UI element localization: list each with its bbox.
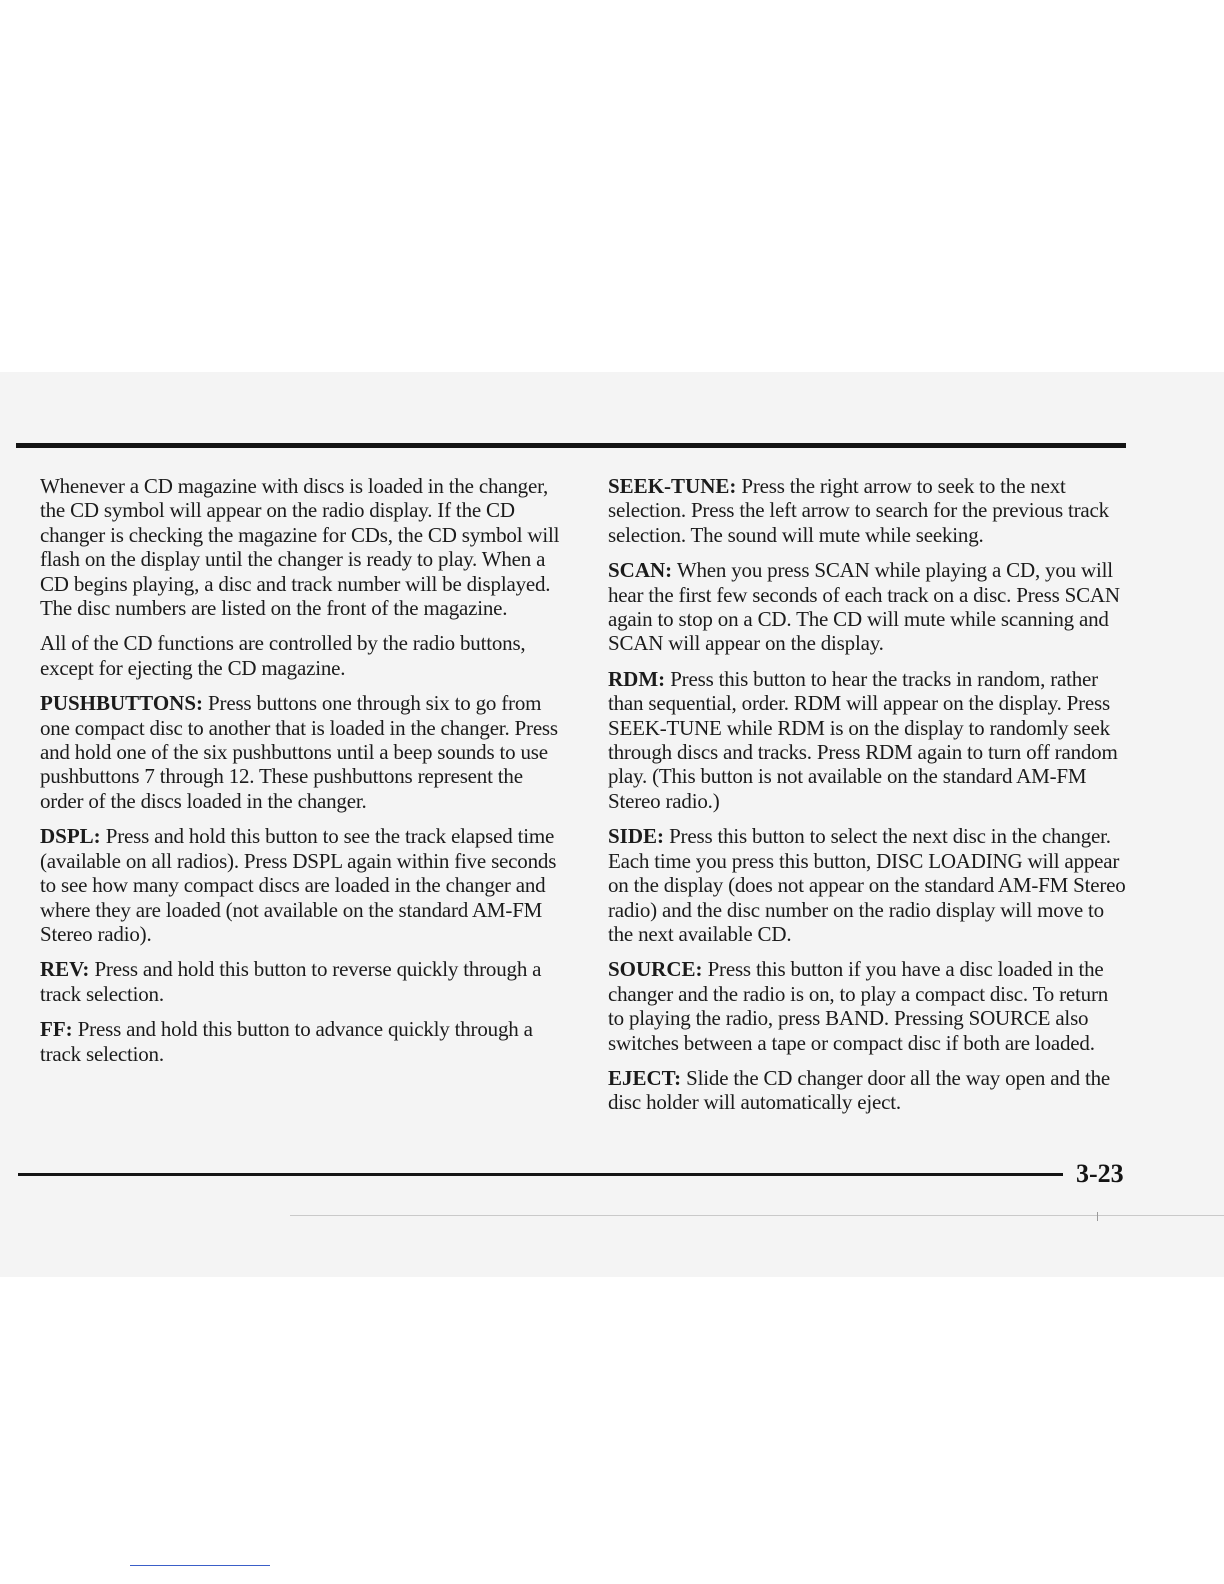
paragraph-cd-functions xyxy=(40,631,568,680)
term-pushbuttons: PUSHBUTTONS: xyxy=(40,691,203,716)
term-eject: EJECT: xyxy=(608,1065,682,1090)
scan-faint-tick xyxy=(1097,1212,1098,1221)
term-seek-tune: SEEK-TUNE: xyxy=(608,474,737,498)
paragraph-text: Press and hold this button to see the track elapsed time (available on all radios). Press DSPL again within five seconds to see how many compact discs are loaded in the changer and where they are loaded (not available on the standard AM-FM Stereo radio). xyxy=(40,824,557,946)
paragraph-rev xyxy=(40,957,568,1006)
paragraph-text: When you press SCAN while playing a CD, you will hear the first few seconds of each track on a disc. Press SCAN again to stop on a CD. The CD will mute while scanning and SCAN will appear on the display. xyxy=(608,558,1120,656)
paragraph-text: Press and hold this button to reverse quickly through a track selection. xyxy=(40,957,542,1006)
bottom-rule xyxy=(18,1173,1063,1176)
page-number: 3-23 xyxy=(1076,1159,1124,1188)
term-rdm: RDM: xyxy=(608,666,666,691)
paragraph-side xyxy=(608,824,1128,946)
term-dspl: DSPL: xyxy=(40,824,101,849)
term-source: SOURCE: xyxy=(608,957,703,982)
paragraph-rdm xyxy=(608,667,1128,813)
right-column xyxy=(608,474,1128,1126)
paragraph-text: Press this button if you have a disc loaded in the changer and the radio is on, to play a compact disc. To return to playing the radio, press BAND. Pressing SOURCE also switches between a tape or compact disc if both are loaded. xyxy=(608,957,1109,1055)
term-ff: FF: xyxy=(40,1017,73,1042)
paragraph-source xyxy=(608,957,1128,1055)
scan-faint-line xyxy=(290,1215,1224,1216)
paragraph-eject xyxy=(608,1066,1128,1115)
paragraph-text: All of the CD functions are controlled by the radio buttons, except for ejecting the CD magazine. xyxy=(40,631,526,680)
paragraph-scan xyxy=(608,558,1128,656)
paragraph-dspl xyxy=(40,824,568,946)
paragraph-text: Press and hold this button to advance quickly through a track selection. xyxy=(40,1017,533,1066)
paragraph-text: Slide the CD changer door all the way open and the disc holder will automatically eject. xyxy=(608,1065,1111,1115)
term-scan: SCAN: xyxy=(608,558,673,583)
paragraph-cd-magazine-intro xyxy=(40,474,568,620)
paragraph-text: Press buttons one through six to go from one compact disc to another that is loaded in the changer. Press and hold one of the six pushbuttons until a beep sounds to use pushbuttons 7 through 12. These pushbuttons represent the order of the discs loaded in the changer. xyxy=(40,691,558,813)
paragraph-text: Press this button to select the next disc in the changer. Each time you press this button, DISC LOADING will appear on the display (does not appear on the standard AM-FM Stereo radio) and the disc number on the radio display will move to the next available CD. xyxy=(608,824,1126,946)
paragraph-pushbuttons xyxy=(40,691,568,813)
footer-link-underline xyxy=(130,1565,270,1566)
paragraph-ff xyxy=(40,1017,568,1066)
paragraph-text: Whenever a CD magazine with discs is loaded in the changer, the CD symbol will appear on the radio display. If the CD changer is checking the magazine for CDs, the CD symbol will flash on the display until the changer is ready to play. When a CD begins playing, a disc and track number will be displayed. The disc numbers are listed on the front of the magazine. xyxy=(40,474,560,621)
term-rev: REV: xyxy=(40,957,90,982)
paragraph-text: Press the right arrow to seek to the next selection. Press the left arrow to search for the previous track selection. The sound will mute while seeking. xyxy=(608,474,1109,547)
paragraph-text: Press this button to hear the tracks in random, rather than sequential, order. RDM will appear on the display. Press SEEK-TUNE while RDM is on the display to randomly seek through discs and tracks. Press RDM again to turn off random play. (This button is not available on the standard AM-FM Stereo radio.) xyxy=(608,666,1118,813)
left-column xyxy=(40,474,568,1077)
term-side: SIDE: xyxy=(608,824,665,849)
top-rule xyxy=(16,443,1126,448)
paragraph-seek-tune xyxy=(608,474,1128,547)
